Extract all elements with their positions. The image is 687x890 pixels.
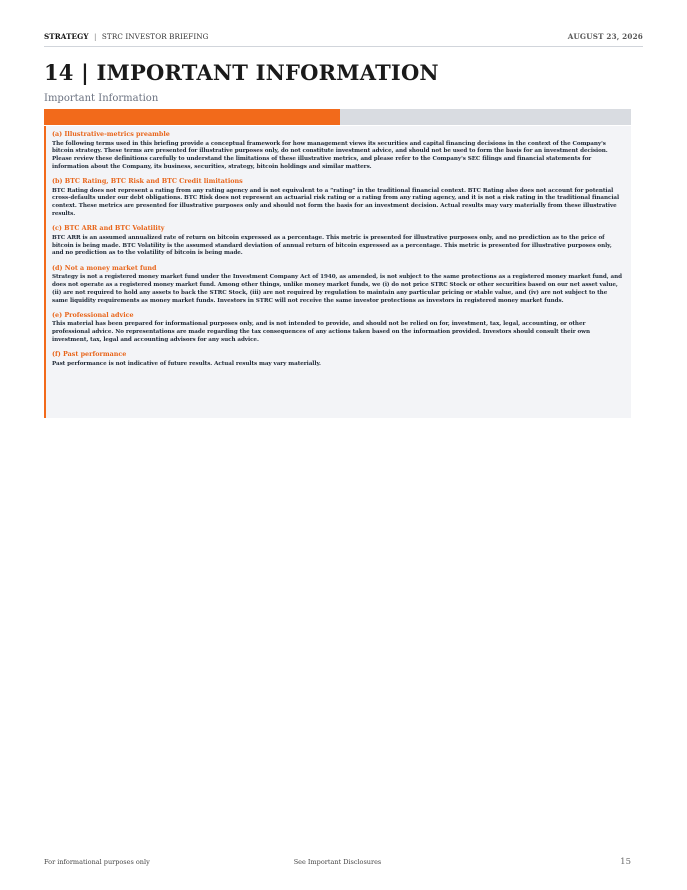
header-left — [44, 32, 209, 41]
section-heading: (d) Not a money market fund — [52, 263, 157, 272]
info-section — [52, 224, 625, 258]
section-heading: (c) BTC ARR and BTC Volatility — [52, 224, 165, 233]
header-separator: | — [93, 31, 97, 41]
section-body: BTC Rating does not represent a rating from any rating agency and is not equivalent to a “rating” in the traditional financial context. BTC Rating also does not account for potential cross-defaults under our debt obligations. BTC Risk does not represent an actuarial risk rating or a rating from any rating agency, and it is not a risk rating in the traditional financial context. These metrics are presented for illustrative purposes only and should not form the basis for an investment decision. Actual results may vary materially from these illustrative results. — [52, 187, 620, 218]
section-progress-bar — [44, 109, 631, 125]
running-header — [44, 30, 643, 42]
important-information-panel — [44, 126, 631, 418]
page-number: 15 — [620, 857, 631, 867]
section-heading: (e) Professional advice — [52, 310, 134, 319]
section-heading: (b) BTC Rating, BTC Risk and BTC Credit limitations — [52, 177, 243, 186]
section-heading: (a) Illustrative-metrics preamble — [52, 130, 170, 138]
header-date: AUGUST 23, 2026 — [567, 31, 643, 41]
info-section — [52, 264, 625, 306]
running-footer — [44, 856, 631, 868]
header-divider — [44, 46, 643, 47]
section-heading: (f) Past performance — [52, 350, 127, 359]
page-title: 14 | IMPORTANT INFORMATION — [44, 60, 439, 85]
footer-disclaimer: For informational purposes only — [44, 858, 150, 866]
section-progress-fill — [44, 109, 340, 125]
section-body: The following terms used in this briefing provide a conceptual framework for how management views its securities and capital financing decisions in the context of the Company's bitcoin strategy. These terms are presented for illustrative purposes only, do not constitute investment advice, and should not be used to form the basis for an investment decision. Please review these definitions carefully to understand the limitations of these illustrative metrics, and please refer to the Company's SEC filings and financial statements for information about the Company, its business, securities, strategy, bitcoin holdings and similar matters. — [52, 140, 608, 170]
page-subtitle: Important Information — [44, 93, 159, 104]
section-body: This material has been prepared for informational purposes only, and is not intended to provide, and should not be relied on for, investment, tax, legal, accounting, or other professional advice. No representations are made regarding the tax consequences of any actions taken based on the information provided. Investors should consult their own investment, tax, legal and accounting advisors for any such advice. — [52, 321, 590, 344]
header-doc-title: STRC INVESTOR BRIEFING — [101, 31, 209, 41]
section-body: BTC ARR is an assumed annualized rate of return on bitcoin expressed as a percentage. This metric is presented for illustrative purposes only, and no prediction as to the price of bitcoin is being made. BTC Volatility is the assumed standard deviation of annual return of bitcoin expressed as a percentage. This metric is presented for illustrative purposes only, and no prediction as to the volatility of bitcoin is being made. — [52, 234, 612, 257]
info-section — [52, 130, 625, 172]
info-section — [52, 177, 625, 219]
header-brand: STRATEGY — [44, 31, 89, 41]
section-body: Past performance is not indicative of future results. Actual results may vary materially. — [52, 360, 321, 367]
section-body: Strategy is not a registered money market fund under the Investment Company Act of 1940, as amended, is not subject to the same protections as a registered money market fund, and does not operate as a registered money market fund. Among other things, unlike money market funds, we (i) do not price STRC Stock or other securities based on our net asset value, (ii) are not required to hold any assets to back the STRC Stock, (iii) are not required by regulation to maintain any particular pricing or stable value, and (iv) are not subject to the same liquidity requirements as money market funds. Investors in STRC will not receive the same investor protections as investors in registered money market funds. — [52, 274, 622, 304]
info-section — [52, 311, 625, 345]
info-section — [52, 350, 625, 368]
footer-disclosures-link[interactable]: See Important Disclosures — [293, 858, 382, 866]
